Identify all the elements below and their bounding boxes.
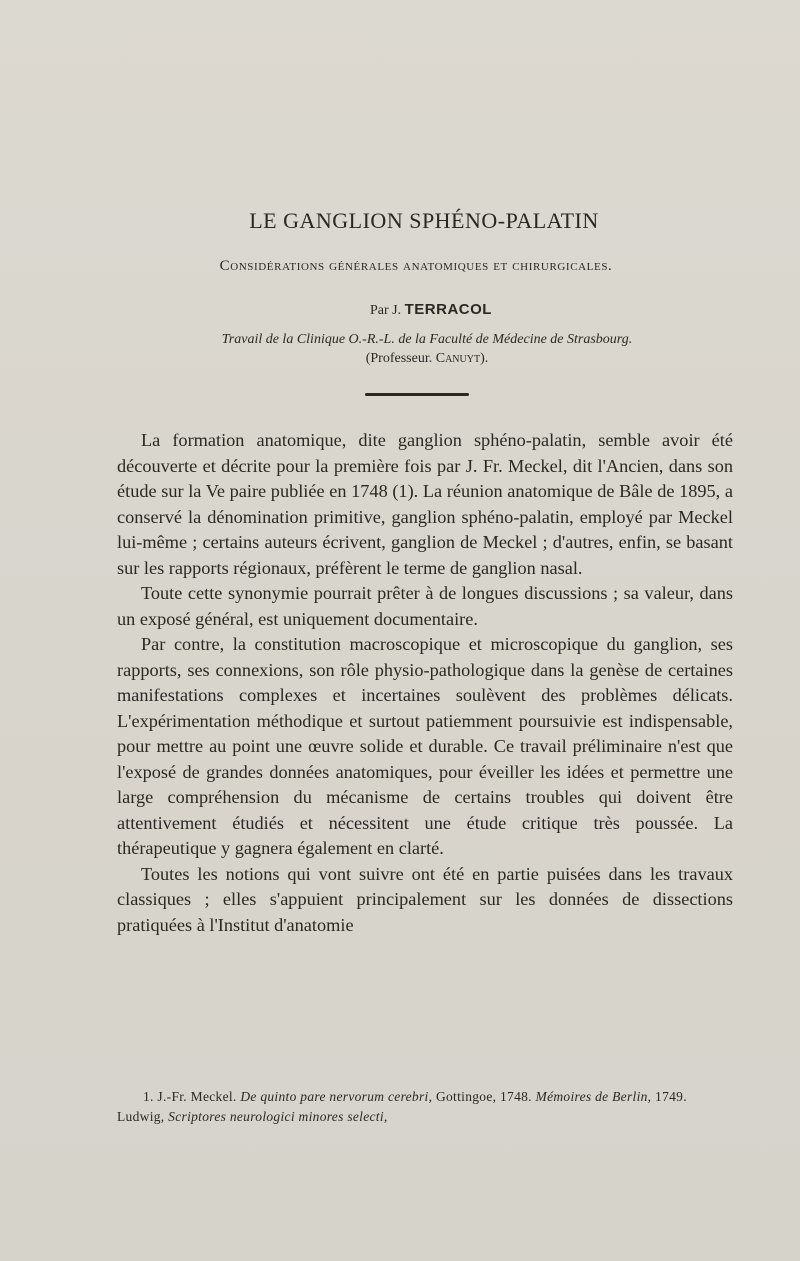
affiliation — [0, 330, 800, 368]
separator-rule — [365, 393, 469, 396]
footnote-2 — [117, 1107, 737, 1127]
footnote-1 — [117, 1087, 737, 1107]
professor-prefix: (Professeur. — [365, 351, 433, 366]
paragraph: Par contre, la constitution macroscopique et microscopique du ganglion, ses rapports, ses connexions, son rôle physio-pathologique dans la genèse de certaines manifestations complexes et incertaines soulèvent des problèmes délicats. L'expérimentation méthodique et surtout patiemment poursuivie est indispensable, pour mettre au point une œuvre solide et durable. Ce travail préliminaire n'est que l'exposé de grandes données anatomiques, pour éveiller les idées et permettre une large compréhension du mécanisme de certains troubles qui doivent être attentivement étudiés et nécessitent une étude critique très poussée. La thérapeutique y gagnera également en clarté. — [117, 634, 733, 858]
footnote-author: J.-Fr. Meckel. — [157, 1089, 237, 1104]
professor-line — [0, 349, 800, 368]
footnote-title: Scriptores neurologici minores selecti, — [168, 1108, 388, 1124]
footnote-year: 1749. — [655, 1089, 687, 1104]
footnote-number: 1. — [143, 1089, 154, 1104]
paragraph: Toute cette synonymie pourrait prêter à de longues discussions ; sa valeur, dans un exposé général, est uniquement documentaire. — [117, 583, 733, 629]
professor-suffix: ). — [480, 351, 489, 366]
paragraph: Toutes les notions qui vont suivre ont été en partie puisées dans les travaux classiques ; elles s'appuient principalement sur les données de dissections pratiquées à l'Institut d'anatomie — [117, 863, 733, 935]
author-name: TERRACOL — [404, 301, 492, 318]
footnote-place: Gottingoe, 1748. — [435, 1089, 532, 1104]
footnote-title: De quinto pare nervorum cerebri, — [240, 1089, 433, 1104]
footnotes — [117, 1087, 737, 1126]
professor-name: Canuyt — [435, 351, 481, 366]
author-prefix: Par J. — [370, 303, 402, 318]
author-line — [0, 301, 800, 319]
paragraph: La formation anatomique, dite ganglion sphéno-palatin, semble avoir été découverte et décrite pour la première fois par J. Fr. Meckel, dit l'Ancien, dans son étude sur la Ve paire publiée en 1748 (1). La réunion anatomique de Bâle de 1895, a conservé la dénomination primitive, ganglion sphéno-palatin, employé par Meckel lui-même ; certains auteurs écrivent, ganglion de Meckel ; d'autres, enfin, se basant sur les rapports régionaux, préfèrent le terme de ganglion nasal. — [117, 430, 733, 578]
footnote-author: Ludwig, — [117, 1108, 165, 1124]
article-title: LE GANGLION SPHÉNO-PALATIN — [249, 208, 599, 233]
article-subtitle: Considérations générales anatomiques et chirurgicales. — [219, 258, 613, 274]
article-body — [117, 428, 733, 938]
footnote-title-2: Mémoires de Berlin, — [535, 1089, 652, 1104]
affiliation-text: Travail de la Clinique O.-R.-L. de la Faculté de Médecine de Strasbourg. — [221, 332, 633, 347]
